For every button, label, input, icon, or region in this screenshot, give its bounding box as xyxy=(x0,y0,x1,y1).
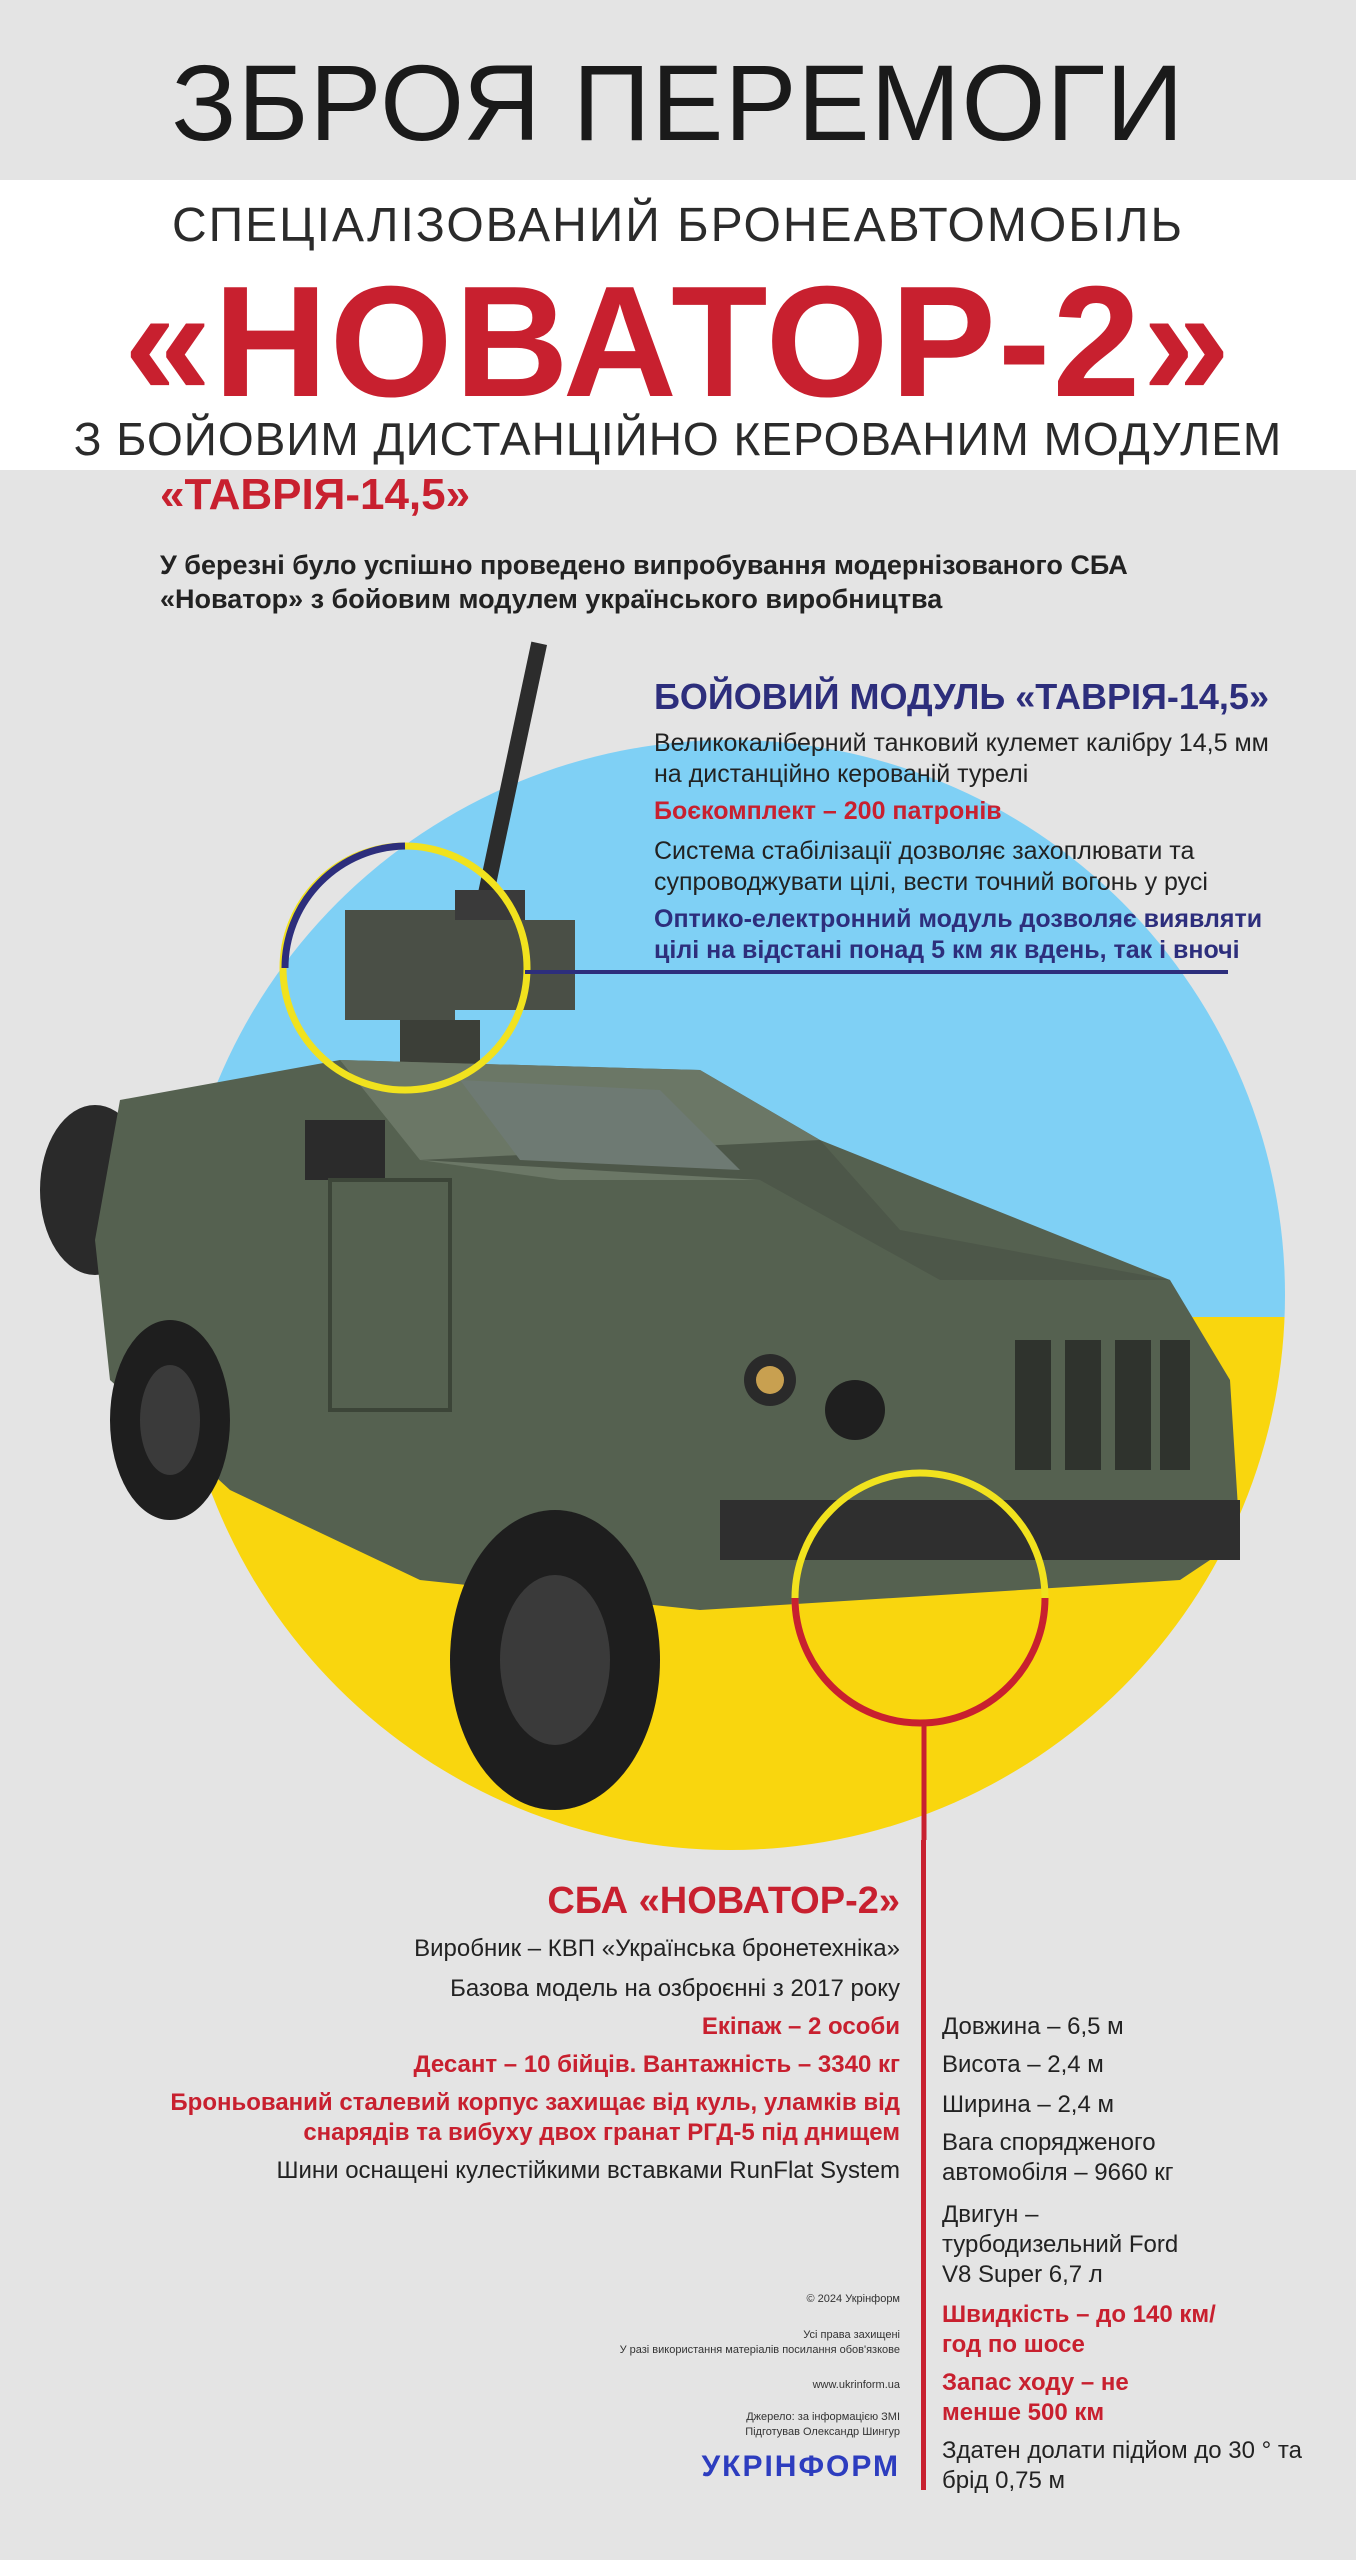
spec-climb-ford: Здатен долати підйом до 30 ° та брід 0,75 м xyxy=(942,2437,1302,2494)
module-name: «ТАВРІЯ-14,5» xyxy=(160,470,471,519)
module-line-1: Великокаліберний танковий кулемет калібру 14,5 мм на дистанційно керованій турелі xyxy=(654,729,1269,788)
spec-manufacturer: Виробник – КВП «Українська бронетехніка» xyxy=(414,1935,900,1962)
subtitle-top: СПЕЦІАЛІЗОВАНИЙ БРОНЕАВТОМОБІЛЬ xyxy=(171,199,1185,252)
vehicle-specs-title: СБА «НОВАТОР-2» xyxy=(547,1880,900,1922)
spec-range: Запас ходу – не менше 500 км xyxy=(942,2369,1129,2426)
callout-line-red xyxy=(921,1840,926,2490)
credits-rights-2: У разі використання матеріалів посилання обов'язкове xyxy=(619,2344,900,2356)
module-line-4: Оптико-електронний модуль дозволяє виявляти цілі на відстані понад 5 км як вдень, так і вночі xyxy=(654,905,1263,964)
vehicle-name: «НОВАТОР-2» xyxy=(123,254,1233,430)
spec-width: Ширина – 2,4 м xyxy=(942,2091,1114,2118)
spec-armor: Броньований сталевий корпус захищає від куль, уламків від снарядів та вибуху двох гранат РГД-5 під днищем xyxy=(170,2089,900,2146)
ukrinform-logo: УКРІНФОРМ xyxy=(701,2450,900,2483)
spec-length: Довжина – 6,5 м xyxy=(942,2013,1124,2040)
spec-crew: Екіпаж – 2 особи xyxy=(701,2013,900,2040)
spec-speed: Швидкість – до 140 км/год по шосе xyxy=(942,2301,1216,2358)
intro-text: У березні було успішно проведено випробування модернізованого СБА «Новатор» з бойовим модулем українського виробництва xyxy=(160,550,1128,614)
credits-copyright: © 2024 Укрінформ xyxy=(806,2293,900,2305)
module-line-3: Система стабілізації дозволяє захоплювати та супроводжувати цілі, вести точний вогонь у русі xyxy=(654,837,1208,896)
spec-height: Висота – 2,4 м xyxy=(942,2051,1104,2078)
module-title: БОЙОВИЙ МОДУЛЬ «ТАВРІЯ-14,5» xyxy=(654,676,1269,717)
spec-base-model: Базова модель на озброєнні з 2017 року xyxy=(450,1975,900,2002)
module-line-2: Боєкомплект – 200 патронів xyxy=(654,797,1002,825)
spec-tires: Шини оснащені кулестійкими вставками RunFlat System xyxy=(276,2157,900,2184)
spec-engine: Двигун – турбодизельний Ford V8 Super 6,7 л xyxy=(942,2201,1179,2288)
credits-url[interactable]: www.ukrinform.ua xyxy=(812,2379,900,2391)
spec-troops: Десант – 10 бійців. Вантажність – 3340 кг xyxy=(413,2051,900,2078)
credits-rights-1: Усі права захищені xyxy=(803,2329,900,2341)
credits-source: Джерело: за інформацією ЗМІ xyxy=(746,2411,900,2423)
credits-author: Підготував Олександр Шингур xyxy=(745,2426,900,2438)
spec-weight: Вага спорядженого автомобіля – 9660 кг xyxy=(942,2129,1174,2186)
page-title: ЗБРОЯ ПЕРЕМОГИ xyxy=(171,42,1185,163)
subtitle-bottom: З БОЙОВИМ ДИСТАНЦІЙНО КЕРОВАНИМ МОДУЛЕМ xyxy=(73,413,1283,465)
